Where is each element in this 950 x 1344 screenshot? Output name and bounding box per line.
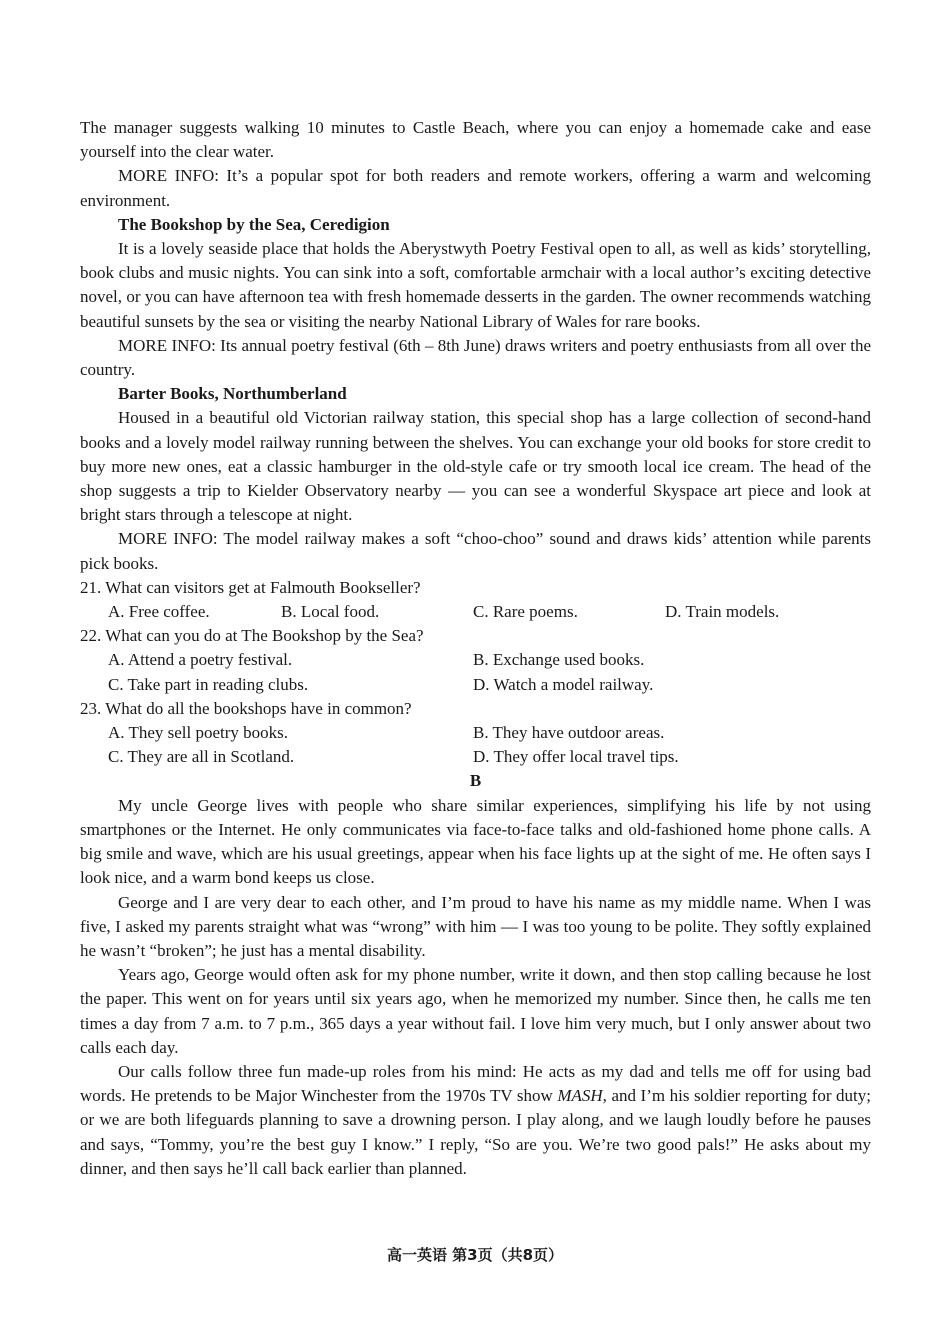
option-b: B. Exchange used books. xyxy=(473,650,645,670)
paragraph: George and I are very dear to each other, and I’m proud to have his name as my middle name. When I was five, I asked my parents straight what was “wrong” with him — I was too young to be polite. They softly explained he wasn’t “broken”; he just has a mental disability. xyxy=(80,892,871,960)
option-c: C. Take part in reading clubs. xyxy=(108,674,309,694)
option-a: A. Attend a poetry festival. xyxy=(108,650,293,670)
option-d: D. They offer local travel tips. xyxy=(473,747,679,767)
option-a: A. Free coffee. xyxy=(108,602,210,622)
paragraph: Years ago, George would often ask for my phone number, write it down, and then stop calling because he lost the paper. This went on for years until six years ago, when he memorized my number. Since then, he calls me ten times a day from 7 a.m. to 7 p.m., 365 days a year without fail. I love him very much, but I only answer about two calls each day. xyxy=(80,965,871,1057)
paragraph: The manager suggests walking 10 minutes to Castle Beach, where you can enjoy a homemade cake and ease yourself into the clear water. xyxy=(80,118,871,162)
paragraph: My uncle George lives with people who share similar experiences, simplifying his life by not using smartphones or the Internet. He only communicates via face-to-face talks and old-fashioned home phone calls. A big smile and wave, which are his usual greetings, appear when his face lights up at the sight of me. He often says I look nice, and a warm bond keeps us close. xyxy=(80,795,871,888)
option-a: A. They sell poetry books. xyxy=(108,723,289,743)
paragraph xyxy=(80,1060,871,1181)
option-b: B. Local food. xyxy=(281,602,380,622)
question-23 xyxy=(80,697,871,770)
tv-show-title: MASH xyxy=(557,1086,603,1106)
option-d: D. Train models. xyxy=(665,602,780,622)
page-content xyxy=(80,116,871,1181)
question-stem: 21. What can visitors get at Falmouth Bookseller? xyxy=(80,577,421,597)
option-d: D. Watch a model railway. xyxy=(473,674,654,694)
more-info-paragraph: MORE INFO: It’s a popular spot for both readers and remote workers, offering a warm and welcoming environment. xyxy=(80,166,871,210)
section-label-b: B xyxy=(469,771,482,791)
option-c: C. They are all in Scotland. xyxy=(108,747,295,767)
option-b: B. They have outdoor areas. xyxy=(473,723,665,743)
text-run: Our calls follow three fun made-up roles from his mind: He acts as my dad and tells me off for using bad words. He pretends to be Major Winchester from the 1970s TV show xyxy=(80,1061,871,1106)
question-stem: 22. What can you do at The Bookshop by the Sea? xyxy=(80,626,424,646)
question-stem: 23. What do all the bookshops have in common? xyxy=(80,698,412,718)
option-c: C. Rare poems. xyxy=(473,602,578,622)
more-info-paragraph: MORE INFO: Its annual poetry festival (6th – 8th June) draws writers and poetry enthusiasts from all over the country. xyxy=(80,335,871,380)
options-row xyxy=(80,600,871,624)
paragraph: Housed in a beautiful old Victorian railway station, this special shop has a large collection of second-hand books and a lovely model railway running between the shelves. You can exchange your old books for store credit to buy more new ones, eat a classic hamburger in the old-style cafe or try smooth local ice cream. The head of the shop suggests a trip to Kielder Observatory nearby — you can see a wonderful Skyspace art piece and look at bright stars through a telescope at night. xyxy=(80,408,871,525)
question-21 xyxy=(80,576,871,624)
options-row xyxy=(80,648,871,672)
shop-title-bookshop-by-the-sea: The Bookshop by the Sea, Ceredigion xyxy=(118,214,390,234)
shop-title-barter-books: Barter Books, Northumberland xyxy=(118,384,347,404)
options-row xyxy=(80,745,871,769)
question-22 xyxy=(80,624,871,697)
more-info-paragraph: MORE INFO: The model railway makes a soft “choo-choo” sound and draws kids’ attention while parents pick books. xyxy=(80,529,871,573)
page-footer: 高一英语 第3页（共8页） xyxy=(386,1246,564,1264)
paragraph: It is a lovely seaside place that holds the Aberystwyth Poetry Festival open to all, as well as kids’ storytelling, book clubs and music nights. You can sink into a soft, comfortable armchair with a local author’s exciting detective novel, or you can have afternoon tea with fresh homemade desserts in the garden. The owner recommends watching beautiful sunsets by the sea or visiting the nearby National Library of Wales for rare books. xyxy=(80,239,871,331)
options-row xyxy=(80,673,871,697)
text-run: , and I’m his soldier reporting for duty; or we are both lifeguards planning to save a drowning person. I play along, and we laugh loudly before he pauses and says, “Tommy, you’re the best guy I know.” I reply, “So are you. We’re two good pals!” He asks about my dinner, and then says he’ll call back earlier than planned. xyxy=(80,1086,872,1178)
options-row xyxy=(80,721,871,745)
